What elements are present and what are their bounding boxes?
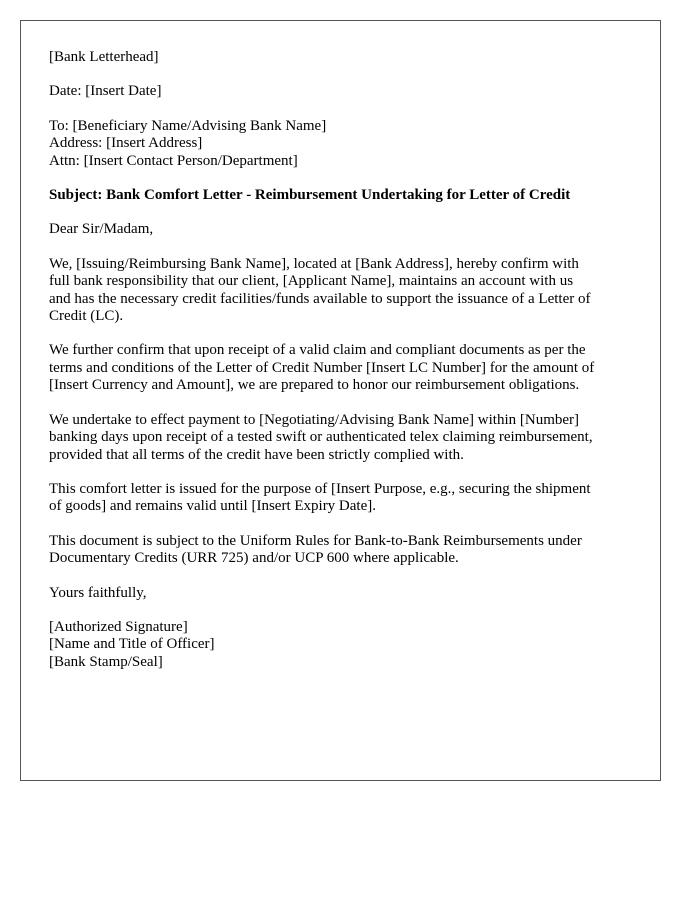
paragraph-confirmation bbox=[49, 256, 632, 326]
paragraph-reimbursement bbox=[49, 342, 632, 394]
text-line: We, [Issuing/Reimbursing Bank Name], located at [Bank Address], hereby confirm with bbox=[49, 255, 579, 272]
paragraph-purpose bbox=[49, 481, 632, 516]
text-line: of goods] and remains valid until [Insert Expiry Date]. bbox=[49, 498, 376, 515]
signature-block bbox=[49, 619, 632, 671]
recipient-block bbox=[49, 118, 632, 170]
salutation: Dear Sir/Madam, bbox=[49, 221, 154, 238]
text-line: Documentary Credits (URR 725) and/or UCP 600 where applicable. bbox=[49, 550, 459, 567]
text-line: [Insert Currency and Amount], we are prepared to honor our reimbursement obligations. bbox=[49, 377, 580, 394]
text-line: and has the necessary credit facilities/funds available to support the issuance of a Letter of bbox=[49, 290, 591, 307]
signature-line: [Authorized Signature] bbox=[49, 618, 188, 635]
recipient-to: To: [Beneficiary Name/Advising Bank Name] bbox=[49, 117, 327, 134]
text-line: full bank responsibility that our client, [Applicant Name], maintains an account with us bbox=[49, 273, 574, 290]
letter-document bbox=[20, 20, 661, 781]
subject-line: Subject: Bank Comfort Letter - Reimbursement Undertaking for Letter of Credit bbox=[49, 187, 571, 204]
closing: Yours faithfully, bbox=[49, 584, 147, 601]
text-line: This document is subject to the Uniform Rules for Bank-to-Bank Reimbursements under bbox=[49, 532, 582, 549]
paragraph-payment bbox=[49, 412, 632, 464]
text-line: This comfort letter is issued for the purpose of [Insert Purpose, e.g., securing the shipment bbox=[49, 480, 591, 497]
text-line: We undertake to effect payment to [Negotiating/Advising Bank Name] within [Number] bbox=[49, 411, 580, 428]
text-line: Credit (LC). bbox=[49, 308, 124, 325]
recipient-address: Address: [Insert Address] bbox=[49, 135, 203, 152]
text-line: provided that all terms of the credit have been strictly complied with. bbox=[49, 446, 464, 463]
bank-stamp: [Bank Stamp/Seal] bbox=[49, 653, 163, 670]
letterhead: [Bank Letterhead] bbox=[49, 49, 159, 65]
text-line: banking days upon receipt of a tested swift or authenticated telex claiming reimbursement, bbox=[49, 429, 593, 446]
paragraph-rules bbox=[49, 533, 632, 568]
date-line: Date: [Insert Date] bbox=[49, 83, 162, 100]
text-line: terms and conditions of the Letter of Credit Number [Insert LC Number] for the amount of bbox=[49, 359, 595, 376]
officer-name-title: [Name and Title of Officer] bbox=[49, 636, 215, 653]
recipient-attn: Attn: [Insert Contact Person/Department] bbox=[49, 152, 298, 169]
text-line: We further confirm that upon receipt of a valid claim and compliant documents as per the bbox=[49, 342, 586, 359]
